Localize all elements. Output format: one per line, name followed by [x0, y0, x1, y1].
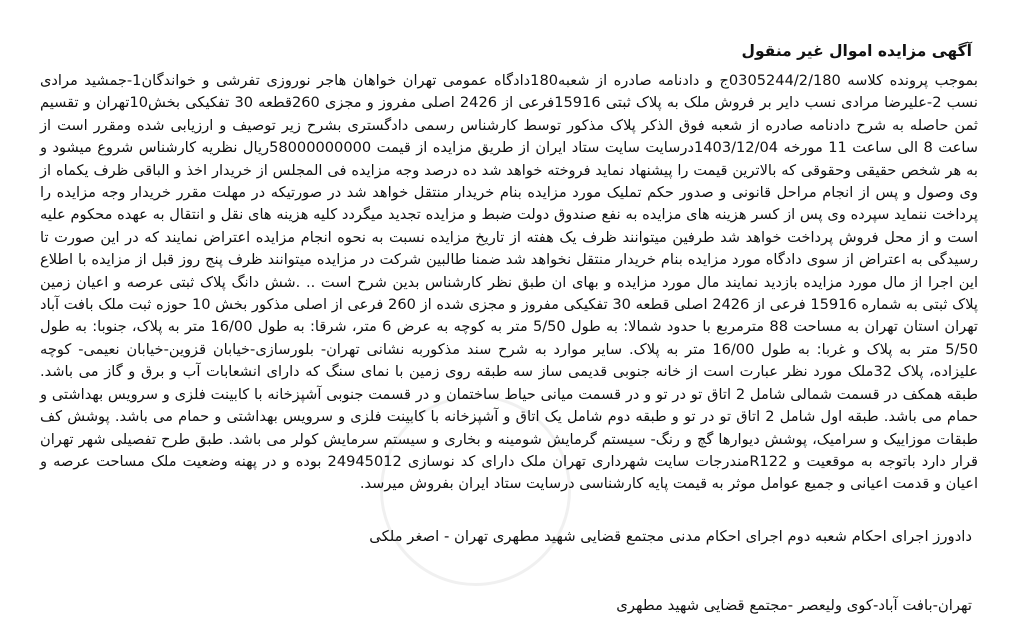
- notice-issuer: دادورز اجرای احکام شعبه دوم اجرای احکام مدنی مجتمع قضایی شهید مطهری تهران - اصغر ملکی: [369, 528, 972, 545]
- notice-body: بموجب پرونده کلاسه 0305244/2/180ج و دادنامه صادره از شعبه180دادگاه عمومی تهران خواهان هاجر نوروزی تفرشی و خواندگان1-جمشید مرادی نسب 2-علیرضا مرادی نسب دایر بر فروش ملک به پلاک ثبتی 15916فرعی از 2426 اصلی مفروز و مجزی 260قطعه 30 تفکیکی بخش10تهران و تقسیم ثمن حاصله به شرح دادنامه صادره از شعبه فوق الذکر پلاک مذکور توسط کارشناس رسمی دادگستری بشرح زیر توصیف و ارزیابی شده ومقرر است از ساعت 8 الی ساعت 11 مورخه 1403/12/04درسایت سایت ستاد ایران از طریق مزایده از قیمت 58000000000ریال نظریه کارشناس شروع میشود و به هر شخص حقیقی وحقوقی که بالاترین قیمت را پیشنهاد نماید فروخته خواهد شد ده درصد وجه مزایده فی المجلس از خریدار اخذ و الباقی ظرف یکماه از وی وصول و پس از انجام مراحل قانونی و صدور حکم تملیک مورد مزایده بنام خریدار منتقل خواهد شد در صورتیکه در مهلت مقرر خریدار وجه مزایده را پرداخت ننماید سپرده وی پس از کسر هزینه های مزایده به نفع صندوق دولت ضبط و مزایده تجدید میگردد کلیه هزینه های نقل و انتقال به عهده محکوم علیه است و از محل فروش پرداخت خواهد شد طرفین میتوانند ظرف یک هفته از تاریخ مزایده نسبت به نحوه انجام مزایده اعتراض نمایند که در این صورت تا رسیدگی به اعتراض از سوی دادگاه مورد مزایده بنام خریدار منتقل نخواهد شد ضمنا طالبین شرکت در مزایده میتوانند ظرف پنج روز قبل از مزایده با اطلاع این اجرا از مال مورد مزایده بازدید نمایند مال مورد مزایده و بهای ان طبق نظر کارشناس بدین شرح است .. .شش دانگ پلاک ثبتی عرصه و اعیان زمین پلاک ثبتی به شماره 15916 فرعی از 2426 اصلی قطعه 30 تفکیکی مفروز و مجزی شده از 260 فرعی از اصلی مذکور بخش 10 حوزه ثبت ملک بافت آباد تهران استان تهران به مساحت 88 مترمربع با حدود شمالا: به طول 5/50 متر به کوچه به عرض 6 متر، شرقا: به طول 16/00 متر به پلاک، جنوبا: به طول 5/50 متر به پلاک و غربا: به طول 16/00 متر به پلاک. سایر موارد به شرح سند مذکوربه نشانی تهران- بلورسازی-خیابان قزوین-خیابان نعیمی- کوچه علیزاده، پلاک 32ملک مورد نظر عبارت است از خانه جنوبی قدیمی ساز سه طبقه روی زمین با نمای سنگ که دارای انشعابات آب و برق و گاز می باشد. طبقه همکف در قسمت شمالی شامل 2 اتاق تو در تو و در قسمت میانی حیاط ساختمان و در قسمت جنوبی آشپزخانه با کابینت فلزی و سرویس بهداشتی و حمام می باشد. طبقه اول شامل 2 اتاق تو در تو و طبقه دوم شامل یک اتاق و آشپزخانه با کابینت فلزی و سرویس بهداشتی و حمام می باشد. پوشش کف طبقات موزاییک و سرامیک، پوشش دیوارها گچ و رنگ- سیستم گرمایش شومینه و بخاری و سیستم سرمایش کولر می باشد. طبق طرح تفصیلی شهر تهران قرار دارد باتوجه به موقعیت و R122مندرجات سایت شهرداری تهران ملک دارای کد نوسازی 24945012 بوده و در پهنه وضعیت ملک مساحت عرصه و اعیان و قدمت اعیانی و جمیع عوامل موثر به قیمت پایه کارشناسی درسایت ستاد ایران بفروش میرسد.: [40, 72, 979, 493]
- notice-title: آگهی مزایده اموال غیر منقول: [741, 42, 972, 60]
- notice-address: تهران-بافت آباد-کوی ولیعصر -مجتمع قضایی شهید مطهری: [616, 597, 972, 614]
